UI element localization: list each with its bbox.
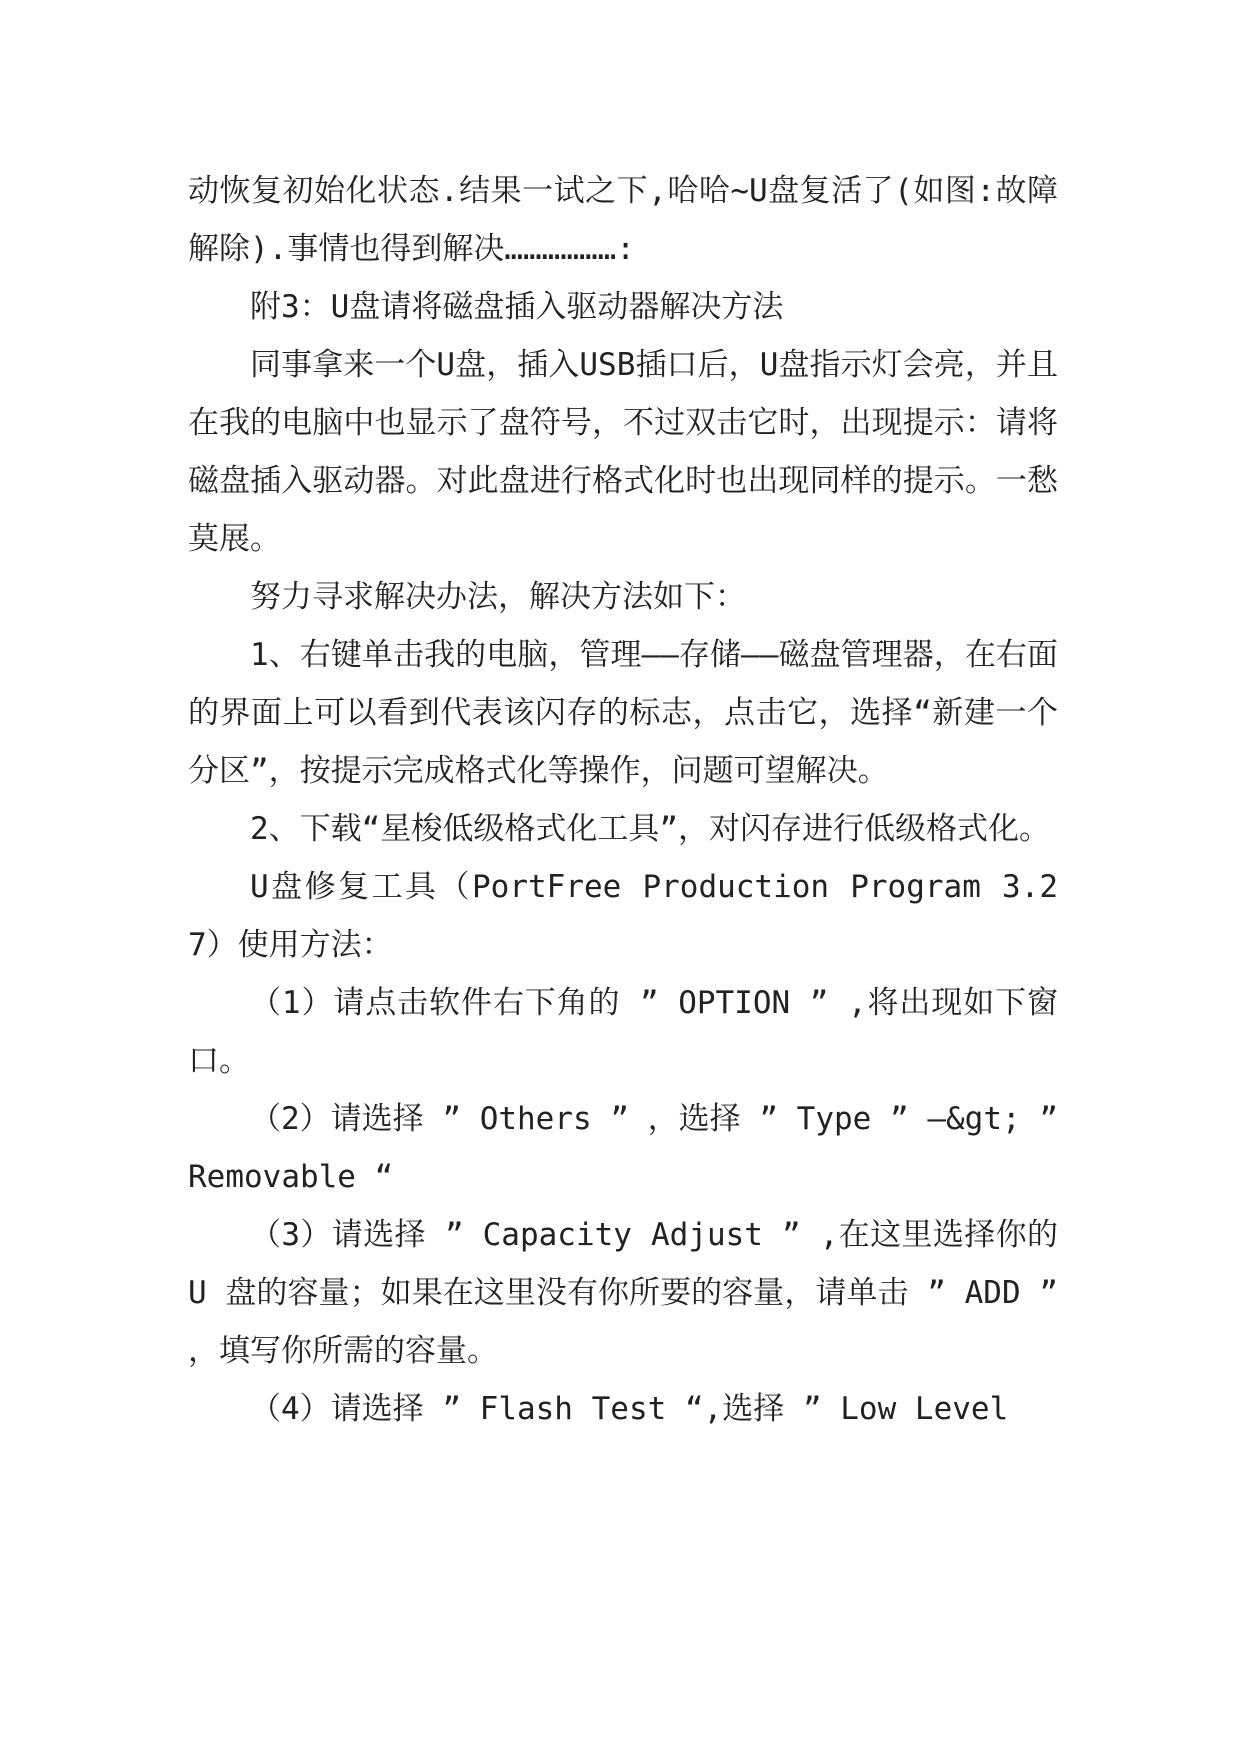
step-item: （3）请选择 ” Capacity Adjust ” ,在这里选择你的 U 盘的容量；如果在这里没有你所要的容量，请单击 ” ADD ” ，填写你所需的容量。	[188, 1217, 1058, 1369]
list-item: 2、下载“星梭低级格式化工具”，对闪存进行低级格式化。	[250, 811, 1050, 847]
document-body	[188, 162, 1058, 1438]
paragraph: 同事拿来一个U盘，插入USB插口后，U盘指示灯会亮，并且在我的电脑中也显示了盘符号，不过双击它时，出现提示：请将磁盘插入驱动器。对此盘进行格式化时也出现同样的提示。一愁莫展。	[188, 347, 1058, 557]
appendix-heading: 附3：U盘请将磁盘插入驱动器解决方法	[250, 289, 784, 325]
step-item: （2）请选择 ” Others ” ，选择 ” Type ” —&gt; ” Removable “	[188, 1101, 1058, 1195]
list-item: 1、右键单击我的电脑，管理——存储——磁盘管理器，在右面的界面上可以看到代表该闪存的标志，点击它，选择“新建一个分区”，按提示完成格式化等操作，问题可望解决。	[188, 637, 1058, 789]
paragraph: 努力寻求解决办法，解决方法如下：	[250, 579, 746, 615]
step-item: （4）请选择 ” Flash Test “,选择 ” Low Level	[250, 1391, 1009, 1427]
paragraph-continued: 动恢复初始化状态.结果一试之下,哈哈~U盘复活了(如图:故障解除).事情也得到解决………………:	[188, 173, 1058, 267]
step-item: （1）请点击软件右下角的 ” OPTION ” ,将出现如下窗口。	[188, 985, 1058, 1079]
paragraph: U盘修复工具（PortFree Production Program 3.27）使用方法：	[188, 869, 1058, 963]
